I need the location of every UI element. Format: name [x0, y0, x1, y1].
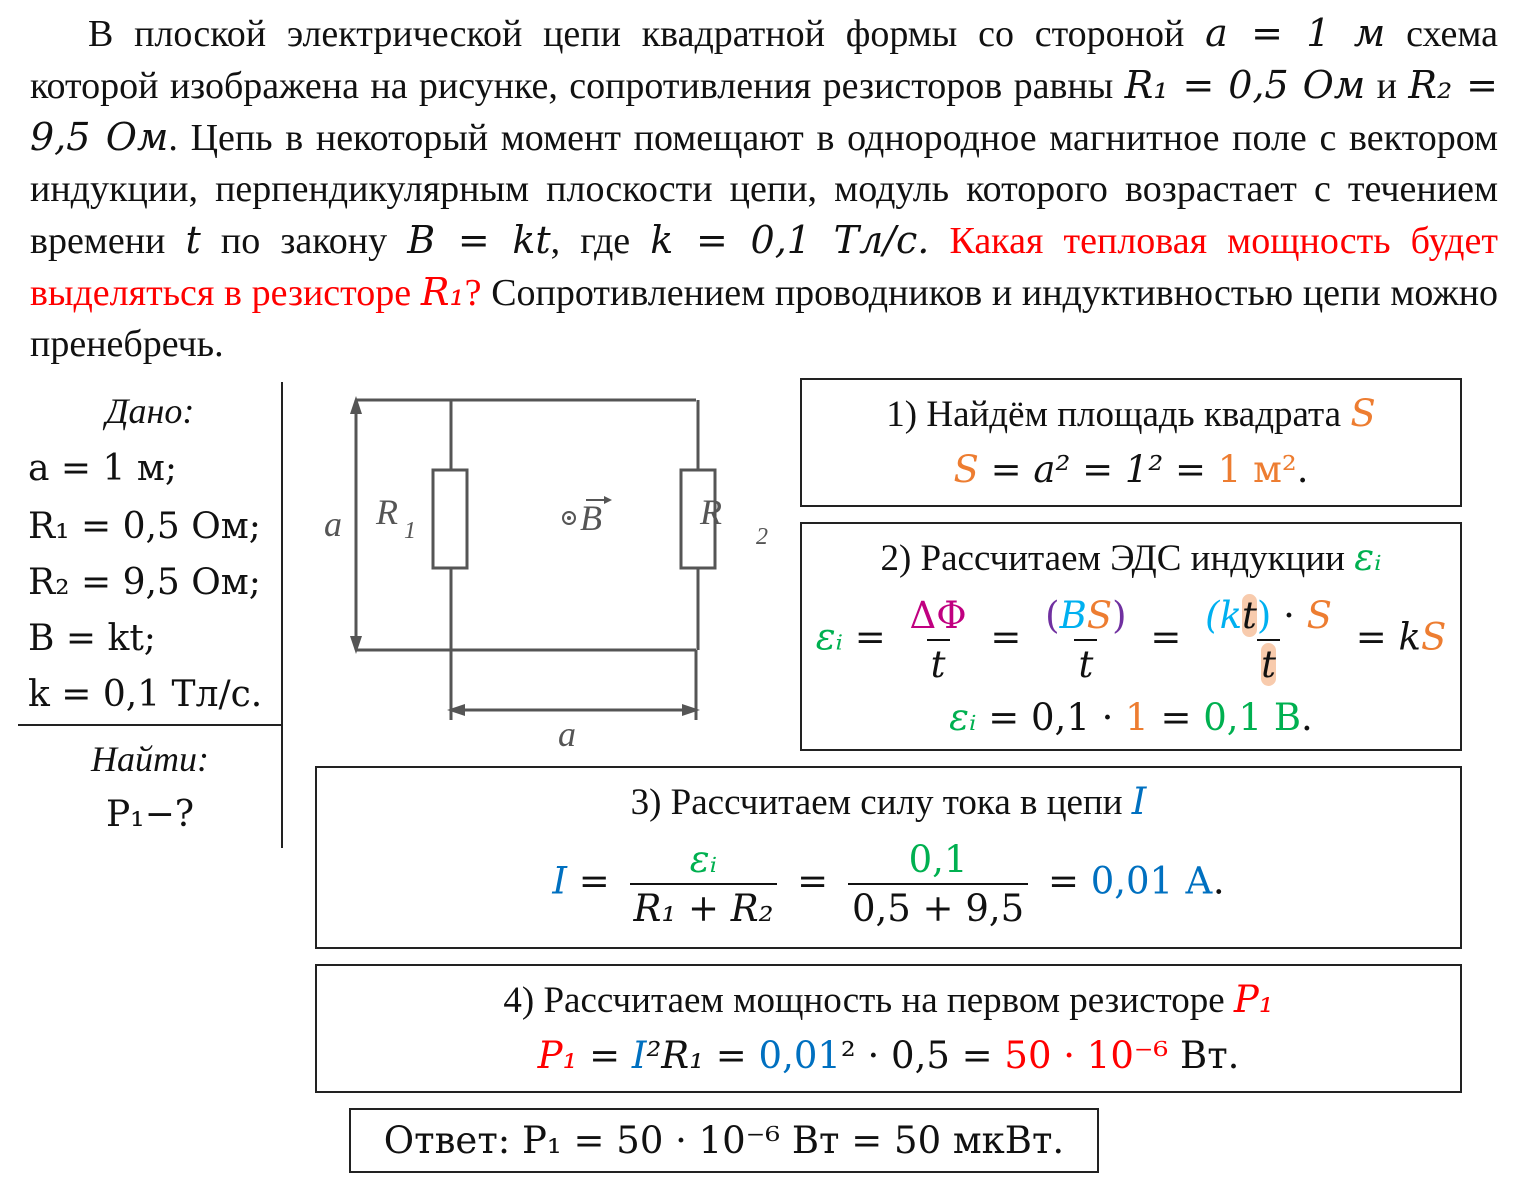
given-line-2: R₁ = 0,5 Ом; — [28, 506, 261, 547]
problem-b: B = kt — [407, 218, 551, 262]
problem-and: и — [1376, 65, 1398, 107]
problem-question: Какая тепловая мощность будет выделяться в резисторе R₁? — [30, 220, 1498, 314]
step4-title: 4) Рассчитаем мощность на первом резисторе P₁ — [503, 978, 1274, 1021]
problem-r1: R₁ = 0,5 Ом — [1124, 63, 1366, 107]
resistor-r1 — [433, 470, 467, 568]
side-label-bottom: a — [558, 714, 576, 754]
problem-text-3: . Цепь в некоторый момент помещают в однородное магнитное поле с вектором индукции, перпендикулярным плоскости цепи, модуль которого возрастает с течением времени — [30, 117, 1499, 262]
step3-box — [315, 766, 1462, 949]
side-label-left: a — [324, 504, 342, 544]
field-label: B — [580, 498, 602, 538]
step2-equation: εᵢ = $\frac{\Delta\Phi}{t}$ = $\frac{(BS)}{t}$ = $\frac{(kt) \cdot S}{t}$ = kS — [815, 594, 1447, 686]
step4-box — [315, 964, 1462, 1093]
answer-box: Ответ: P₁ = 50 · 10⁻⁶ Вт = 50 мкВт. — [349, 1108, 1099, 1173]
step1-title: 1) Найдём площадь квадрата S — [886, 392, 1376, 435]
problem-r2: R₂ = 9,5 Ом — [30, 63, 1499, 159]
find-header: Найти: — [91, 739, 209, 779]
problem-text-2: схема которой изображена на рисунке, сопротивления резисторов равны — [30, 13, 1499, 107]
problem-tail: Сопротивлением проводников и индуктивностью цепи можно пренебречь. — [30, 272, 1499, 365]
problem-where: , где — [550, 220, 631, 262]
r2-label: R — [700, 492, 722, 532]
step2-result: εᵢ = 0,1 · 1 = 0,1 В. — [949, 696, 1313, 739]
step4-equation: P₁ = I²R₁ = 0,01² · 0,5 = 50 · 10⁻⁶ Вт. — [537, 1034, 1240, 1077]
problem-text-1: В плоской электрической цепи квадратной формы со стороной — [88, 13, 1185, 55]
problem-a: a = 1 м — [1205, 11, 1386, 55]
find-value: P₁−? — [105, 794, 195, 835]
given-vertical-divider — [281, 382, 283, 848]
step1-equation: S = a² = 1² = 1 м². — [953, 448, 1309, 491]
problem-by-law: по закону — [220, 220, 388, 262]
given-line-1: a = 1 м; — [28, 448, 177, 489]
given-line-4: B = kt; — [28, 618, 156, 659]
given-block — [18, 382, 282, 848]
given-header: Дано: — [105, 391, 195, 431]
problem-t: t — [185, 218, 201, 262]
r1-label: R — [376, 492, 398, 532]
r1-sub: 1 — [404, 518, 416, 544]
r2-sub: 2 — [756, 524, 768, 550]
circuit-diagram — [316, 384, 726, 754]
problem-k: k = 0,1 Тл/с. — [650, 218, 930, 262]
step1-box — [800, 378, 1462, 507]
step3-equation: I = $\frac{\text{εᵢ}}{\text{R₁ + R₂}}$ = $\frac{0,1}{0,5 + 9,5}$ = 0,01 А. — [552, 838, 1225, 930]
step2-box — [800, 522, 1462, 751]
problem-statement — [30, 8, 1498, 370]
given-line-3: R₂ = 9,5 Ом; — [28, 562, 261, 603]
given-divider — [18, 724, 282, 726]
given-line-5: k = 0,1 Тл/с. — [28, 674, 263, 715]
step2-title: 2) Рассчитаем ЭДС индукции εᵢ — [880, 536, 1382, 579]
step3-title: 3) Рассчитаем силу тока в цепи I — [630, 780, 1147, 823]
